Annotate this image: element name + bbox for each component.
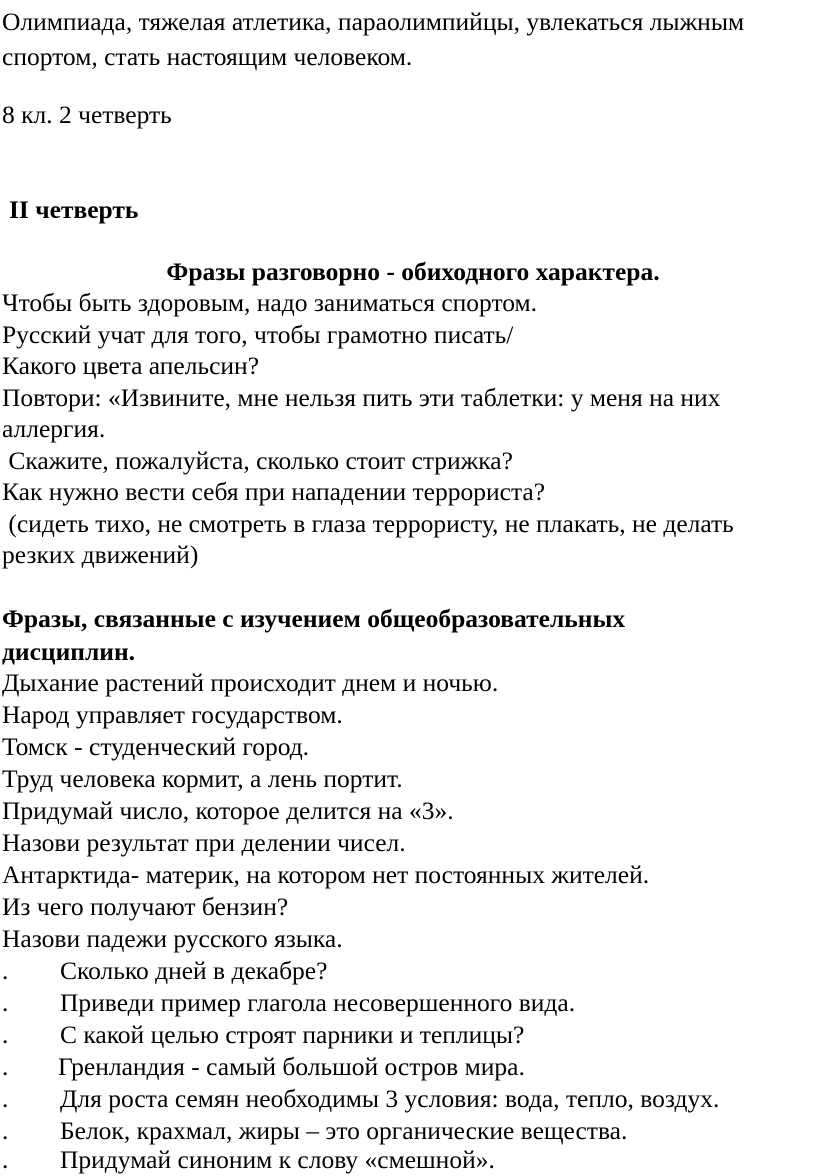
section1-line: Скажите, пожалуйста, сколько стоит стрижка? [2, 446, 513, 475]
list-item-text: Белок, крахмал, жиры – это органические вещества. [60, 1116, 628, 1145]
section1-line: Чтобы быть здоровым, надо заниматься спортом. [2, 288, 538, 317]
list-marker: . [2, 1020, 9, 1049]
section1-line: Как нужно вести себя при нападении террориста? [2, 477, 546, 506]
list-marker: . [2, 1145, 9, 1174]
section2-line: Народ управляет государством. [2, 700, 343, 729]
section2-line: Назови падежи русского языка. [2, 924, 343, 953]
list-item-text: Для роста семян необходимы 3 условия: вода, тепло, воздух. [60, 1084, 720, 1113]
quarter-heading: II четверть [9, 195, 139, 224]
section2-line: Назови результат при делении чисел. [2, 828, 406, 857]
grade-quarter: 8 кл. 2 четверть [2, 100, 172, 129]
list-item-text: Сколько дней в декабре? [60, 956, 328, 985]
list-item-text: Гренландия - самый большой остров мира. [58, 1052, 525, 1081]
section2-line: Придумай число, которое делится на «3». [2, 796, 454, 825]
section2-line: Из чего получают бензин? [2, 892, 289, 921]
section1-line: Русский учат для того, чтобы грамотно писать/ [2, 320, 514, 349]
list-item [2, 987, 575, 1019]
section1-line: Какого цвета апельсин? [2, 351, 260, 380]
section2-line: Томск - студенческий город. [2, 732, 310, 761]
section2-line: Труд человека кормит, а лень портит. [2, 764, 403, 793]
section1-line: аллергия. [2, 414, 106, 443]
intro-line-1: Олимпиада, тяжелая атлетика, параолимпийцы, увлекаться лыжным [2, 7, 745, 36]
list-item [2, 1083, 719, 1115]
section1-line: резких движений) [2, 540, 199, 569]
list-marker: . [2, 1116, 9, 1145]
section2-title-line-2: дисциплин. [2, 637, 136, 666]
list-item-text: С какой целью строят парники и теплицы? [60, 1020, 525, 1049]
list-item [2, 1115, 627, 1147]
list-item-text: Придумай синоним к слову «смешной». [60, 1145, 495, 1174]
list-marker: . [2, 1052, 9, 1081]
list-item [2, 1019, 524, 1051]
intro-line-2: спортом, стать настоящим человеком. [2, 42, 413, 71]
list-item [2, 955, 327, 987]
section1-line: (сидеть тихо, не смотреть в глаза террористу, не плакать, не делать [2, 509, 734, 538]
section2-title-line-1: Фразы, связанные с изучением общеобразовательных [2, 604, 626, 633]
list-item [2, 1144, 495, 1176]
section2-line: Антарктида- материк, на котором нет постоянных жителей. [2, 860, 650, 889]
list-item [2, 1051, 525, 1083]
list-marker: . [2, 956, 9, 985]
list-item-text: Приведи пример глагола несовершенного вида. [60, 988, 576, 1017]
section2-line: Дыхание растений происходит днем и ночью. [2, 668, 499, 697]
list-marker: . [2, 988, 9, 1017]
section1-line: Повтори: «Извините, мне нельзя пить эти таблетки: у меня на них [2, 383, 721, 412]
list-marker: . [2, 1084, 9, 1113]
section1-title: Фразы разговорно - обиходного характера. [166, 257, 660, 286]
